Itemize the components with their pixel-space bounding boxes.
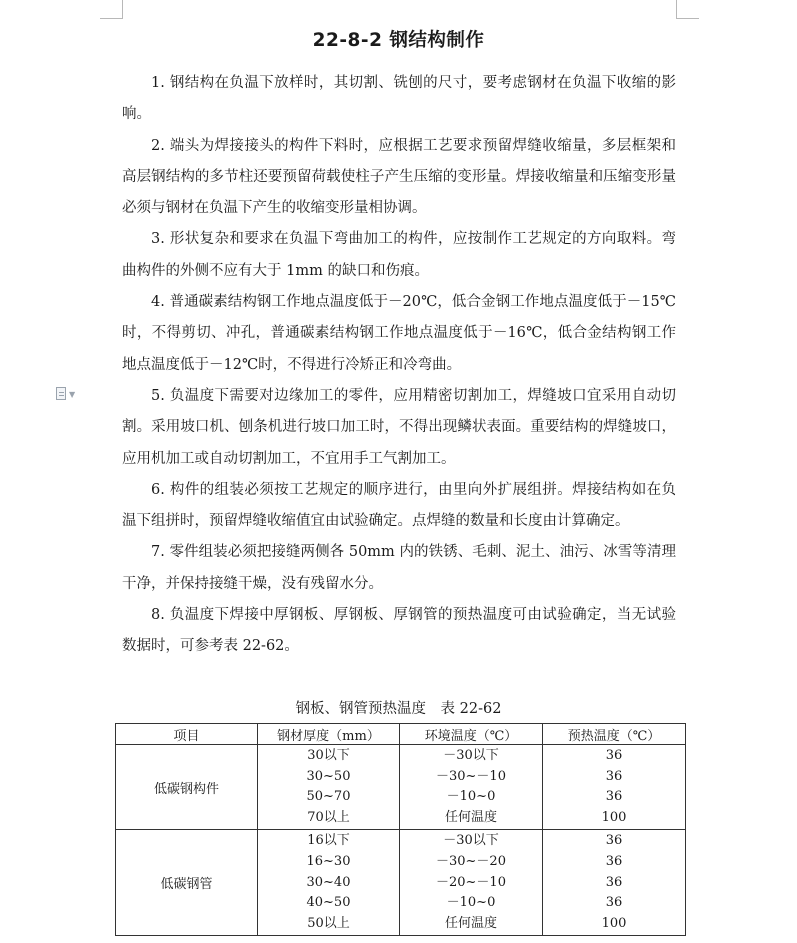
header-preheat-temp: 预热温度（℃） xyxy=(543,724,686,745)
table-header-row xyxy=(116,724,686,745)
preheat-value: 36 xyxy=(605,748,623,763)
ambient-value: －30~－20 xyxy=(436,853,506,869)
thickness-value: 70以上 xyxy=(307,809,350,825)
thickness-cell xyxy=(258,745,400,830)
paragraph-6: 6. 构件的组装必须按工艺规定的顺序进行，由里向外扩展组拼。焊接结构如在负温下组拼时，预留焊缝收缩值宜由试验确定。点焊缝的数量和长度由计算确定。 xyxy=(122,481,676,530)
paragraph-5: 5. 负温度下需要对边缘加工的零件，应用精密切割加工，焊缝坡口宜采用自动切割。采用坡口机、刨条机进行坡口加工时，不得出现鳞状表面。重要结构的焊缝坡口，应用机加工或自动切割加工，不宜用手工气割加工。 xyxy=(122,387,676,467)
preheat-cell xyxy=(543,830,686,936)
preheat-value: 100 xyxy=(601,809,627,825)
table-row xyxy=(116,745,686,830)
paragraph-8: 8. 负温度下焊接中厚钢板、厚钢板、厚钢管的预热温度可由试验确定，当无试验数据时，可参考表 22-62。 xyxy=(122,607,676,655)
body-text xyxy=(122,68,676,663)
ambient-value: 任何温度 xyxy=(444,915,497,931)
preheat-value: 36 xyxy=(605,789,623,805)
ambient-value: －30~－10 xyxy=(436,768,506,784)
page-corner-mark-left xyxy=(100,0,123,19)
header-thickness: 钢材厚度（mm） xyxy=(258,724,400,745)
thickness-cell xyxy=(258,830,400,936)
preheat-value: 36 xyxy=(605,895,623,911)
thickness-value: 30~40 xyxy=(306,874,351,890)
header-item: 项目 xyxy=(116,724,258,745)
preheat-value: 36 xyxy=(605,768,623,784)
dropdown-caret-icon: ▼ xyxy=(69,390,76,399)
preheat-value: 100 xyxy=(601,915,627,931)
ambient-value: －10~0 xyxy=(446,895,496,911)
table-row xyxy=(116,830,686,936)
thickness-value: 16以下 xyxy=(307,833,350,849)
thickness-value: 50以上 xyxy=(307,915,350,931)
header-ambient-temp: 环境温度（℃） xyxy=(400,724,543,745)
preheat-table xyxy=(115,723,686,936)
paragraph-2: 2. 端头为焊接接头的构件下料时，应根据工艺要求预留焊缝收缩量，多层框架和高层钢结构的多节柱还要预留荷载使柱子产生压缩的变形量。焊接收缩量和压缩变形量必须与钢材在负温下产生的收缩变形量相协调。 xyxy=(122,137,676,217)
preheat-cell xyxy=(543,745,686,830)
paragraph-7: 7. 零件组装必须把接缝两侧各 50mm 内的铁锈、毛刺、泥土、油污、冰雪等清理干净，并保持接缝干燥，没有残留水分。 xyxy=(122,544,676,592)
thickness-value: 16~30 xyxy=(306,853,351,869)
paragraph-4: 4. 普通碳素结构钢工作地点温度低于－20℃，低合金钢工作地点温度低于－15℃时，不得剪切、冲孔，普通碳素结构钢工作地点温度低于－16℃，低合金结构钢工作地点温度低于－12℃时，不得进行冷矫正和冷弯曲。 xyxy=(122,294,676,373)
ambient-value: －30以下 xyxy=(443,833,499,849)
ambient-value: 任何温度 xyxy=(444,809,497,825)
thickness-value: 30以下 xyxy=(307,748,350,763)
paragraph-3: 3. 形状复杂和要求在负温下弯曲加工的构件，应按制作工艺规定的方向取料。弯曲构件的外侧不应有大于 1mm 的缺口和伤痕。 xyxy=(122,231,676,279)
paragraph-1: 1. 钢结构在负温下放样时，其切割、铣刨的尺寸，要考虑钢材在负温下收缩的影响。 xyxy=(122,75,676,123)
section-title: 22-8-2 钢结构制作 xyxy=(312,30,485,51)
document-icon[interactable] xyxy=(56,387,78,401)
ambient-cell xyxy=(400,745,543,830)
preheat-value: 36 xyxy=(605,874,623,890)
thickness-value: 40~50 xyxy=(306,895,351,911)
ambient-cell xyxy=(400,830,543,936)
group-name: 低碳钢构件 xyxy=(116,745,258,830)
ambient-value: －10~0 xyxy=(446,789,496,805)
page-corner-mark-right xyxy=(676,0,699,19)
ambient-value: －30以下 xyxy=(443,748,499,763)
ambient-value: －20~－10 xyxy=(436,874,506,890)
thickness-value: 50~70 xyxy=(306,789,351,805)
preheat-value: 36 xyxy=(605,853,623,869)
thickness-value: 30~50 xyxy=(306,768,351,784)
preheat-value: 36 xyxy=(605,833,623,849)
document-glyph xyxy=(56,387,66,400)
group-name: 低碳钢管 xyxy=(116,830,258,936)
table-caption: 钢板、钢管预热温度 表 22-62 xyxy=(295,701,502,717)
